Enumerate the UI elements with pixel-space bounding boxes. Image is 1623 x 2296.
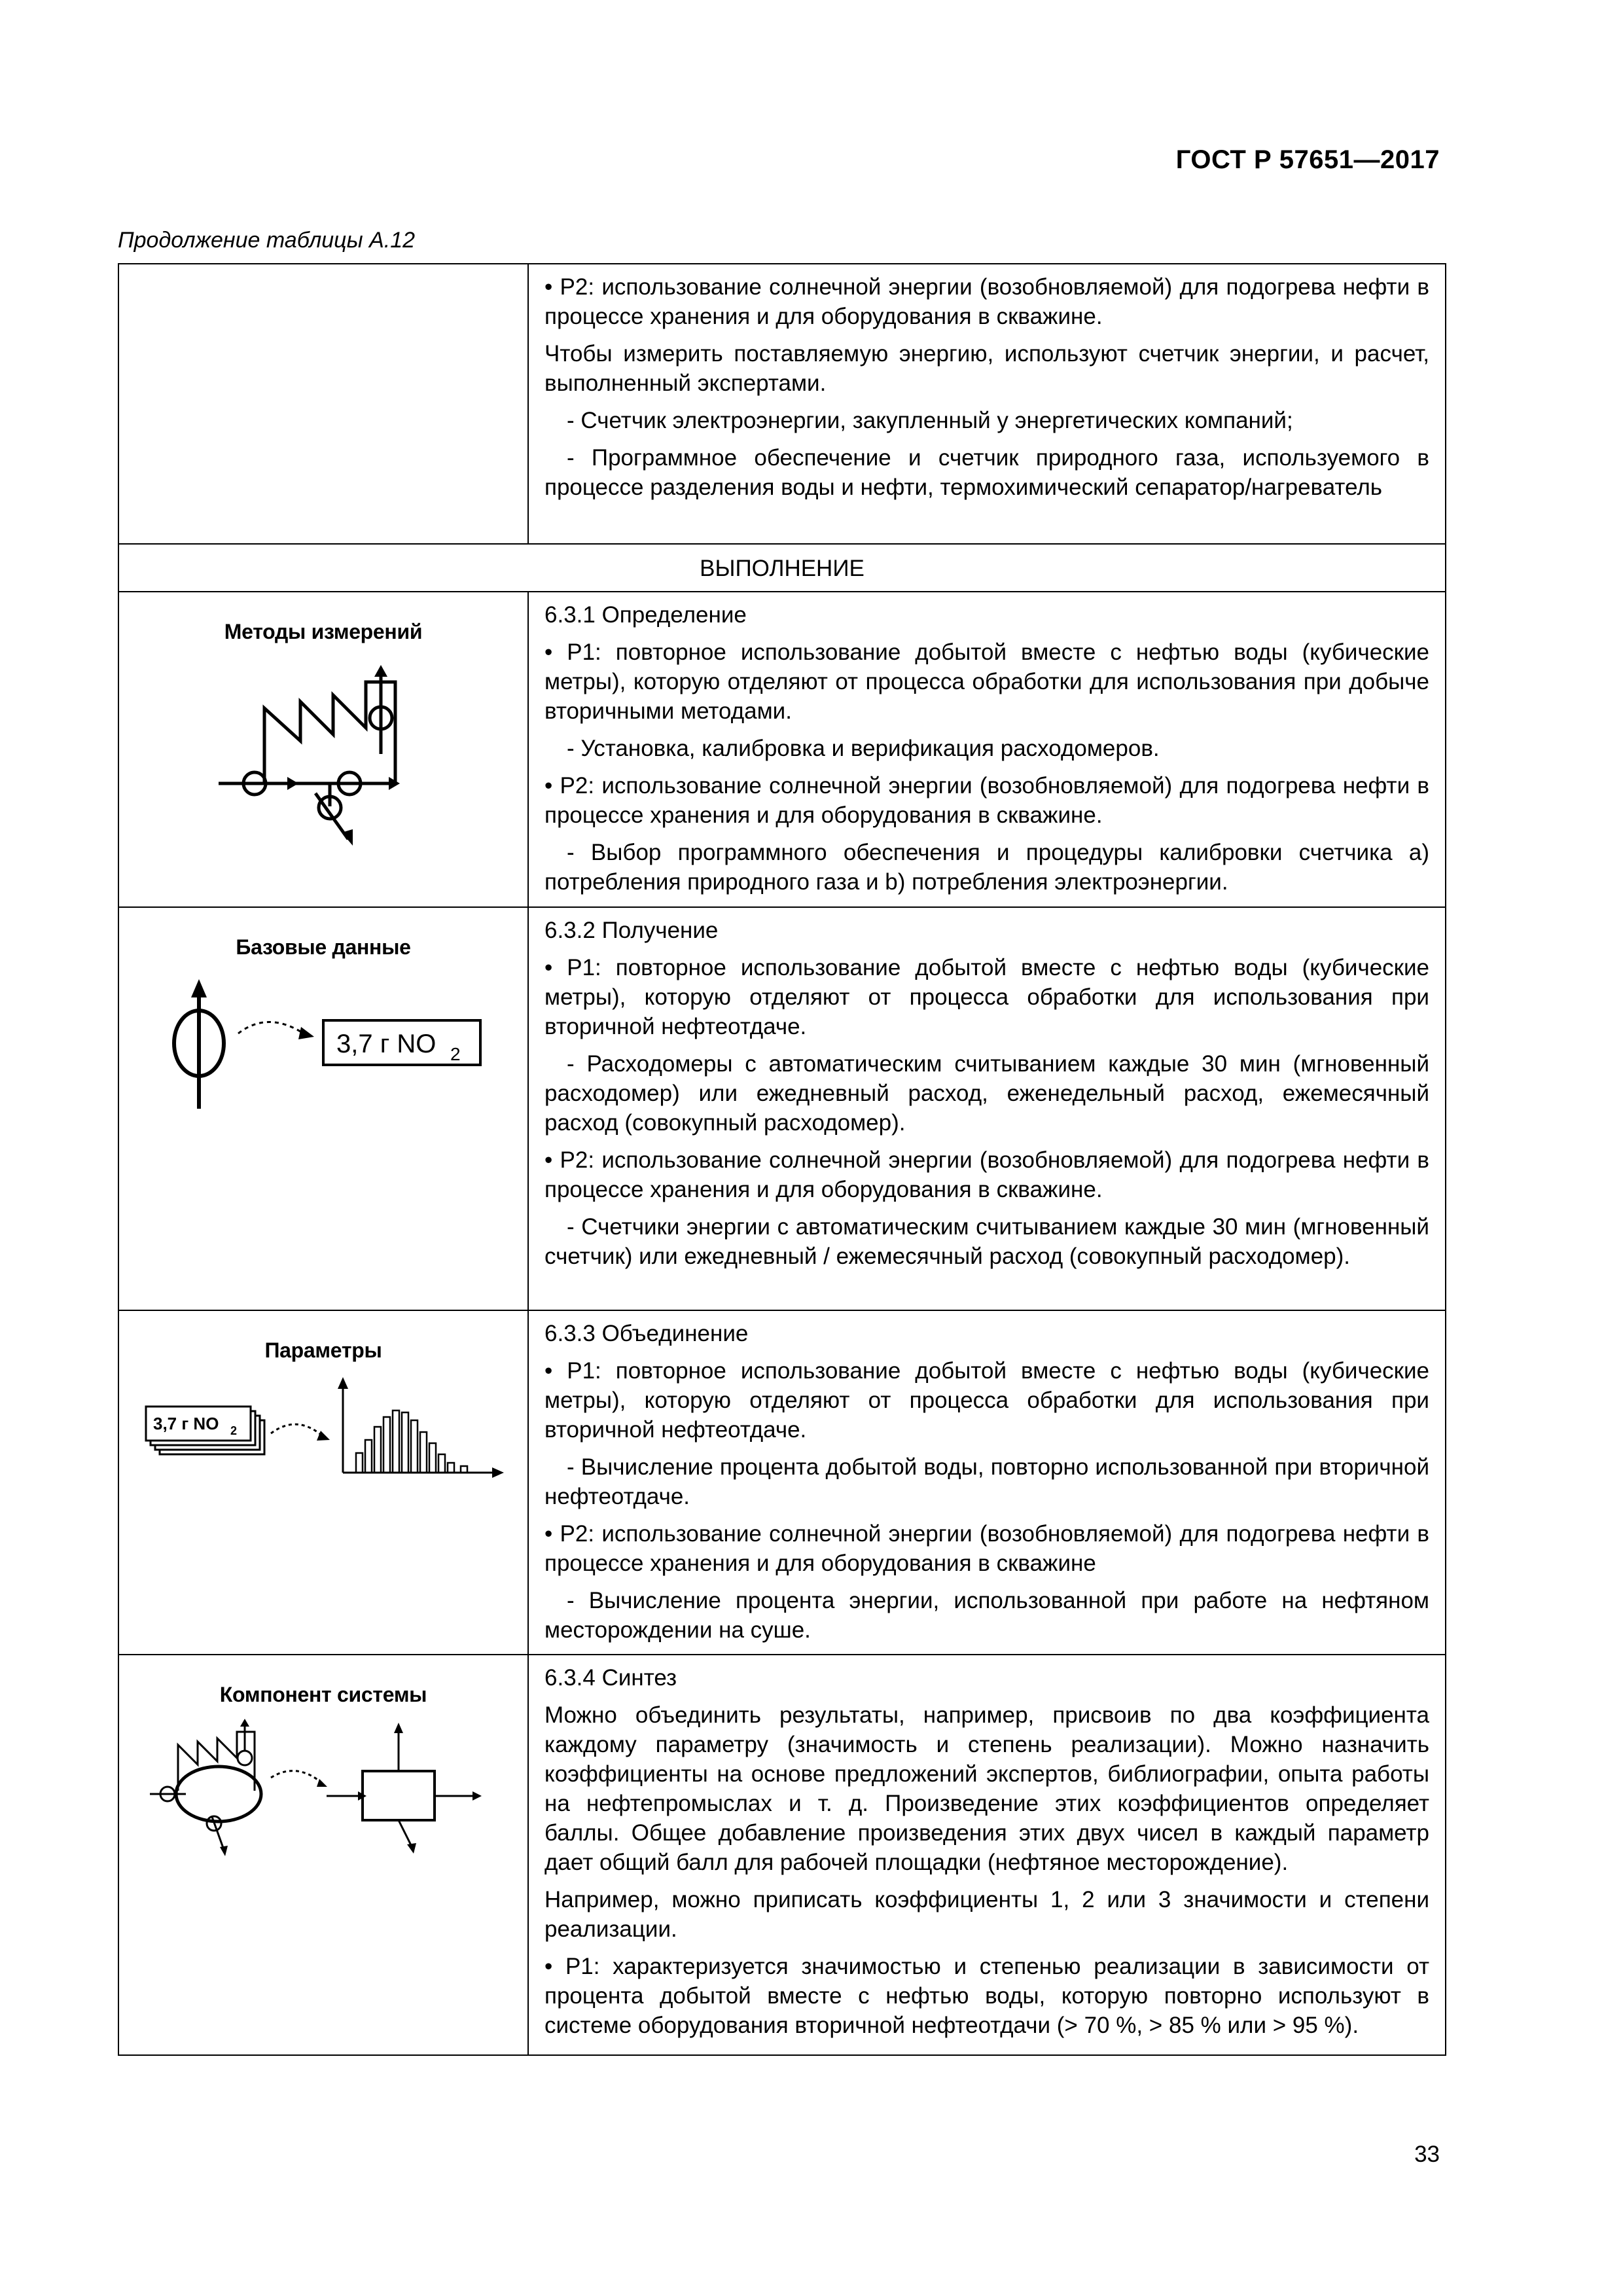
table-cell-figure — [118, 907, 528, 1310]
base-data-icon — [153, 971, 493, 1115]
table-row — [118, 1310, 1446, 1655]
paragraph: • Р1: повторное использование добытой вместе с нефтью воды (кубические метры), которую отделяют от процесса обработки для использования при вторичной нефтеотдаче. — [544, 955, 1429, 1039]
paragraph: • Р2: использование солнечной энергии (возобновляемой) для подогрева нефти в процессе хранения и для оборудования в скважине — [544, 1521, 1429, 1576]
table-cell-text — [528, 592, 1446, 907]
figure-subscript: 2 — [450, 1044, 461, 1064]
table-cell-text — [528, 1655, 1446, 2055]
standard-table — [118, 263, 1446, 2056]
paragraph: - Выбор программного обеспечения и процедуры калибровки счетчика а) потребления природного газа и b) потребления электроэнергии. — [544, 840, 1429, 895]
paragraph: - Счетчик электроэнергии, закупленный у энергетических компаний; — [567, 408, 1293, 433]
paragraph: - Вычисление процента добытой воды, повторно использованной при вторичной нефтеотдаче. — [544, 1454, 1429, 1509]
paragraph: • Р1: повторное использование добытой вместе с нефтью воды (кубические метры), которую отделяют от процесса обработки для использования при вторичной нефтеотдаче. — [544, 1358, 1429, 1443]
figure-label: Параметры — [264, 1338, 382, 1362]
paragraph: Чтобы измерить поставляемую энергию, используют счетчик энергии, и расчет, выполненный экспертами. — [544, 341, 1429, 396]
system-component-icon — [147, 1719, 500, 1856]
paragraph: • Р1: характеризуется значимостью и степенью реализации в зависимости от процента добытой вместе с нефтью воды, которую повторно используют в системе оборудования вторичной нефтеотдачи (> 70 %, > 85 % или > 95 %). — [544, 1954, 1429, 2038]
figure-text: 3,7 г NO — [336, 1030, 437, 1058]
section-header: ВЫПОЛНЕНИЕ — [118, 544, 1446, 592]
subsection-title: 6.3.3 Объединение — [544, 1321, 749, 1346]
subsection-title: 6.3.4 Синтез — [544, 1665, 677, 1691]
table-row — [118, 544, 1446, 592]
table-row — [118, 592, 1446, 907]
table-cell-empty — [118, 264, 528, 544]
table-row — [118, 907, 1446, 1310]
figure-label: Методы измерений — [224, 620, 423, 643]
document-code: ГОСТ Р 57651—2017 — [1175, 145, 1440, 174]
paragraph: - Установка, калибровка и верификация расходомеров. — [567, 736, 1160, 761]
figure-label: Компонент системы — [219, 1683, 427, 1706]
paragraph: - Счетчики энергии с автоматическим считыванием каждые 30 мин (мгновенный счетчик) или ежедневный / ежемесячный расход (совокупный расходомер). — [544, 1214, 1429, 1269]
paragraph: - Вычисление процента энергии, использованной при работе на нефтяном месторождении на суше. — [544, 1588, 1429, 1643]
paragraph: • Р2: использование солнечной энергии (возобновляемой) для подогрева нефти в процессе хранения и для оборудования в скважине. — [544, 773, 1429, 828]
table-cell-text — [528, 1310, 1446, 1655]
measurement-methods-icon — [212, 656, 435, 846]
subsection-title: 6.3.2 Получение — [544, 918, 719, 943]
figure-label: Базовые данные — [236, 935, 411, 959]
figure-subscript: 2 — [230, 1424, 238, 1437]
paragraph: Например, можно приписать коэффициенты 1, 2 или 3 значимости и степени реализации. — [544, 1887, 1429, 1942]
paragraph: • Р2: использование солнечной энергии (возобновляемой) для подогрева нефти в процессе хранения и для оборудования в скважине. — [544, 274, 1429, 329]
table-cell-text — [528, 264, 1446, 544]
table-cell-figure — [118, 1655, 528, 2055]
paragraph: - Расходомеры с автоматическим считыванием каждые 30 мин (мгновенный расходомер) или ежедневный расход, еженедельный расход, ежемесячный расход (совокупный расходомер). — [544, 1051, 1429, 1136]
table-cell-figure — [118, 1310, 528, 1655]
page-number: 33 — [1414, 2142, 1440, 2167]
table-cell-figure — [118, 592, 528, 907]
paragraph: - Программное обеспечение и счетчик природного газа, используемого в процессе разделения воды и нефти, термохимический сепаратор/нагреватель — [544, 445, 1429, 500]
figure-text: 3,7 г NO — [153, 1414, 219, 1433]
table-row — [118, 1655, 1446, 2055]
parameters-icon — [140, 1374, 507, 1486]
table-row — [118, 264, 1446, 544]
table-cell-text — [528, 907, 1446, 1310]
subsection-title: 6.3.1 Определение — [544, 602, 747, 628]
paragraph: • Р1: повторное использование добытой вместе с нефтью воды (кубические метры), которую отделяют от процесса обработки для использования при добыче вторичными методами. — [544, 639, 1429, 724]
table-continuation-caption: Продолжение таблицы А.12 — [118, 228, 416, 253]
paragraph: • Р2: использование солнечной энергии (возобновляемой) для подогрева нефти в процессе хранения и для оборудования в скважине. — [544, 1147, 1429, 1202]
paragraph: Можно объединить результаты, например, присвоив по два коэффициента каждому параметру (значимость и степень реализации). Можно назначить коэффициенты на основе предложений экспертов, библиографии, опыта работы на нефтепромыслах и т. д. Произведение этих коэффициентов определяет баллы. Общее добавление произведения этих двух чисел в каждый параметр дает общий балл для рабочей площадки (нефтяное месторождение). — [544, 1702, 1429, 1875]
